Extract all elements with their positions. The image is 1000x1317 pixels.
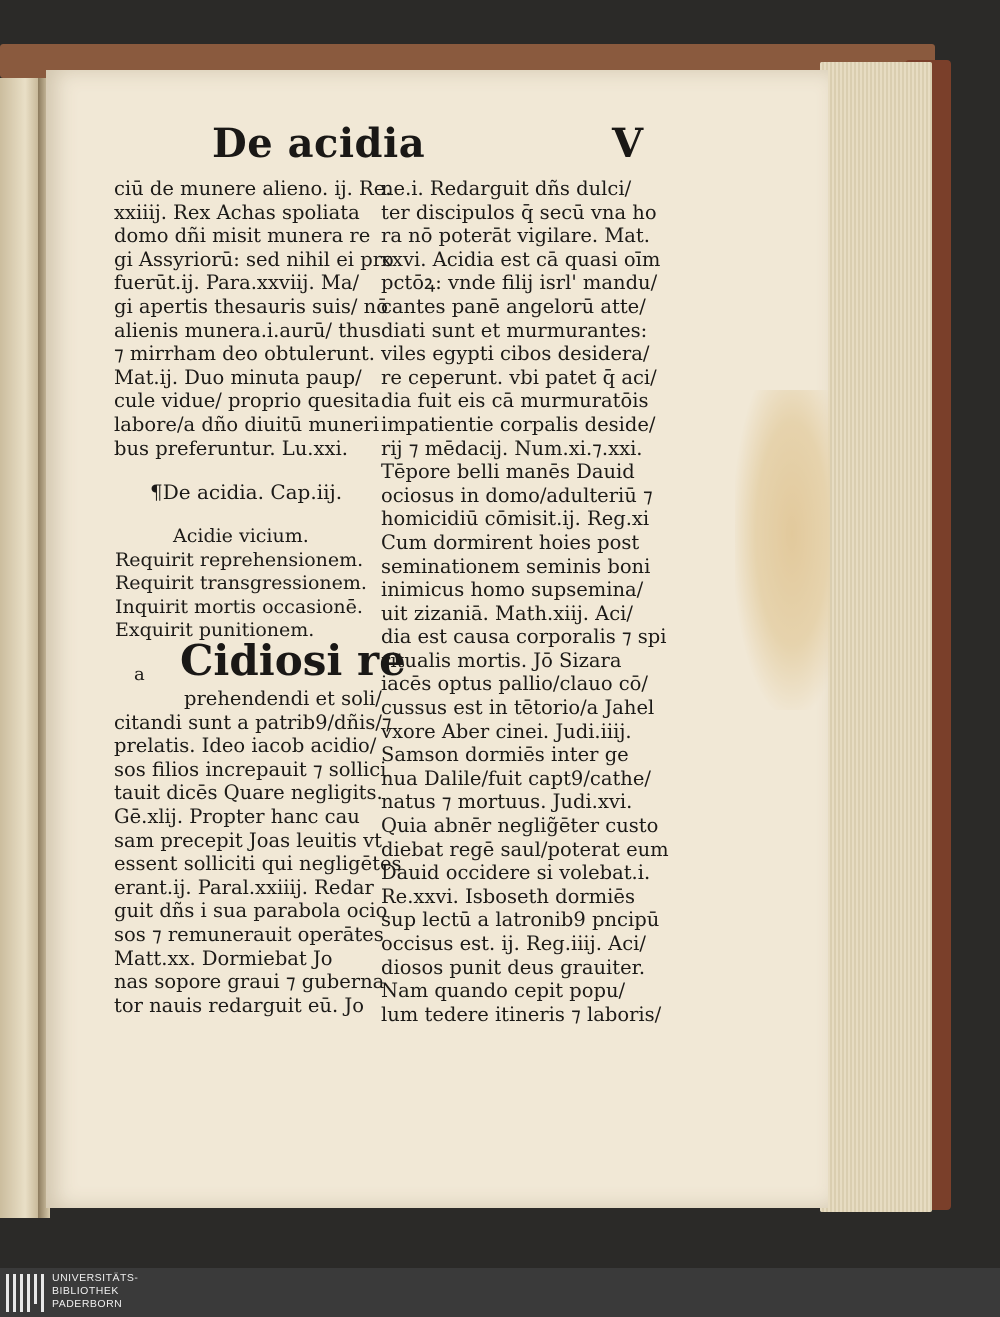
text-line: alienis munera.i.aurū/ thus	[114, 318, 382, 342]
text-line: essent solliciti qui negligētes	[114, 852, 402, 876]
text-line: nas sopore graui ⁊ guberna	[114, 970, 385, 994]
text-line: diati sunt et murmurantes:	[381, 318, 648, 342]
text-line: ⁊ mirrham deo obtulerunt.	[114, 342, 375, 366]
text-line: rij ⁊ mēdacij. Num.xi.⁊.xxi.	[381, 436, 643, 460]
text-line: Tēpore belli manēs Dauid	[381, 460, 635, 484]
text-line: sos ⁊ remunerauit operātes	[114, 922, 384, 946]
text-line: natus ⁊ mortuus. Judi.xvi.	[381, 790, 633, 814]
text-line: diosos punit deus grauiter.	[381, 955, 646, 979]
text-line: cantes panē angelorū atte/	[381, 294, 646, 318]
text-line: gi Assyriorū: sed nihil ei pro	[114, 247, 394, 271]
library-name-line: PADERBORN	[52, 1298, 123, 1310]
text-line: citandi sunt a patrib9/dñis/⁊	[114, 710, 392, 734]
text-line: diebat regē saul/poterat eum	[381, 837, 669, 861]
text-line: labore/a dño diuitū muneri	[114, 412, 380, 436]
text-line: vxore Aber cinei. Judi.iiij.	[381, 719, 632, 743]
initial-word: Cidiosi re	[180, 636, 406, 685]
text-line: Matt.xx. Dormiebat Jo	[114, 946, 333, 970]
left-column-top	[114, 177, 394, 460]
text-line: prehendendi et soli/	[184, 687, 382, 710]
chapter-outline	[115, 525, 367, 643]
water-stain	[735, 390, 830, 710]
text-line: ociosus in domo/adulteriū ⁊	[381, 483, 653, 507]
text-line: iacēs optus pallio/clauo cō/	[381, 672, 648, 696]
text-line: homicidiū cōmisit.ij. Reg.xi	[381, 507, 650, 531]
text-line: cussus est in tētorio/a Jahel	[381, 696, 655, 720]
text-line: bus preferuntur. Lu.xxi.	[114, 436, 348, 460]
text-line: Cum dormirent hoies post	[381, 530, 640, 554]
library-name-line: BIBLIOTHEK	[52, 1285, 119, 1297]
text-line: lum tedere itineris ⁊ laboris/	[381, 1002, 662, 1026]
text-line: tauit dicēs Quare negligits.	[114, 781, 383, 805]
text-line: xxiiij. Rex Achas spoliata	[114, 200, 360, 224]
library-logo-icon	[6, 1274, 46, 1312]
library-footer	[0, 1268, 1000, 1317]
text-line: pctōꝝ: vnde filij isrl' mandu/	[381, 271, 658, 295]
text-line: ciū de munere alieno. ij. Re.	[114, 177, 392, 200]
text-line: nua Dalile/fuit capt9/cathe/	[381, 766, 651, 790]
right-column	[381, 177, 669, 1026]
text-line: impatientie corpalis deside/	[381, 412, 656, 436]
text-line: viles egypti cibos desidera/	[381, 342, 650, 366]
text-line: Dauid occidere si volebat.i.	[381, 861, 651, 885]
text-line: erant.ij. Paral.xxiiij. Redar	[114, 875, 374, 899]
text-line: inimicus homo supsemina/	[381, 578, 644, 602]
header-title: De acidia	[212, 120, 426, 167]
text-line: domo dñi misit munera re	[114, 224, 371, 248]
text-line: ra nō poterāt vigilare. Mat.	[381, 224, 650, 248]
folio-number: V	[612, 120, 644, 167]
text-line: prelatis. Ideo iacob acidio/	[114, 734, 377, 758]
text-line: dia est causa corporalis ⁊ spi	[381, 625, 667, 649]
text-line: cule vidue/ proprio quesita	[114, 389, 380, 413]
library-name-line: UNIVERSITÄTS-	[52, 1272, 139, 1284]
outline-line: Requirit transgressionem.	[115, 572, 367, 595]
text-line: gi apertis thesauris suis/ nō	[114, 294, 388, 318]
text-line: sos filios increpauit ⁊ sollici	[114, 757, 387, 781]
text-line: Mat.ij. Duo minuta paup/	[114, 365, 362, 389]
text-line: Samson dormiēs inter ge	[381, 743, 629, 767]
text-line: ritualis mortis. Jō Sizara	[381, 648, 622, 672]
text-line: xxvi. Acidia est cā quasi oīm	[381, 247, 661, 271]
verso-page-edge	[0, 78, 42, 1218]
text-line: re ceperunt. vbi patet q̄ aci/	[381, 365, 657, 389]
text-line: tor nauis redarguit eū. Jo	[114, 993, 364, 1017]
outline-line: Exquirit punitionem.	[115, 619, 315, 642]
page-fore-edge	[820, 62, 932, 1212]
guide-letter: a	[134, 664, 145, 685]
text-line: dia fuit eis cā murmuratōis	[381, 389, 649, 413]
text-line: Quia abnēr neglig̃ēter custo	[381, 814, 659, 838]
text-line: ter discipulos q̄ secū vna ho	[381, 200, 657, 224]
text-line: Gē.xlij. Propter hanc cau	[114, 804, 360, 828]
outline-line: Inquirit mortis occasionē.	[115, 595, 363, 618]
text-line: seminationem seminis boni	[381, 554, 651, 578]
outline-title: Acidie vicium.	[173, 525, 309, 547]
chapter-heading: ¶De acidia. Cap.iij.	[150, 480, 343, 504]
text-line: uit zizaniā. Math.xiij. Aci/	[381, 601, 633, 625]
text-line: fuerūt.ij. Para.xxviij. Ma/	[114, 271, 360, 295]
text-line: guit dñs i sua parabola ocio	[114, 899, 388, 923]
left-column-body	[114, 687, 402, 1017]
library-name	[52, 1272, 138, 1311]
outline-line: Requirit reprehensionem.	[115, 548, 364, 571]
text-line: Re.xxvi. Isboseth dormiēs	[381, 884, 635, 908]
text-line: Nam quando cepit popu/	[381, 979, 626, 1003]
text-line: occisus est. ij. Reg.iiij. Aci/	[381, 932, 646, 955]
text-line: sam precepit Joas leuitis vt	[114, 828, 382, 852]
running-header	[212, 120, 652, 180]
text-line: ne.i. Redarguit dñs dulci/	[381, 177, 632, 200]
text-line: sup lectū a latronib9 pncipū	[381, 908, 660, 932]
